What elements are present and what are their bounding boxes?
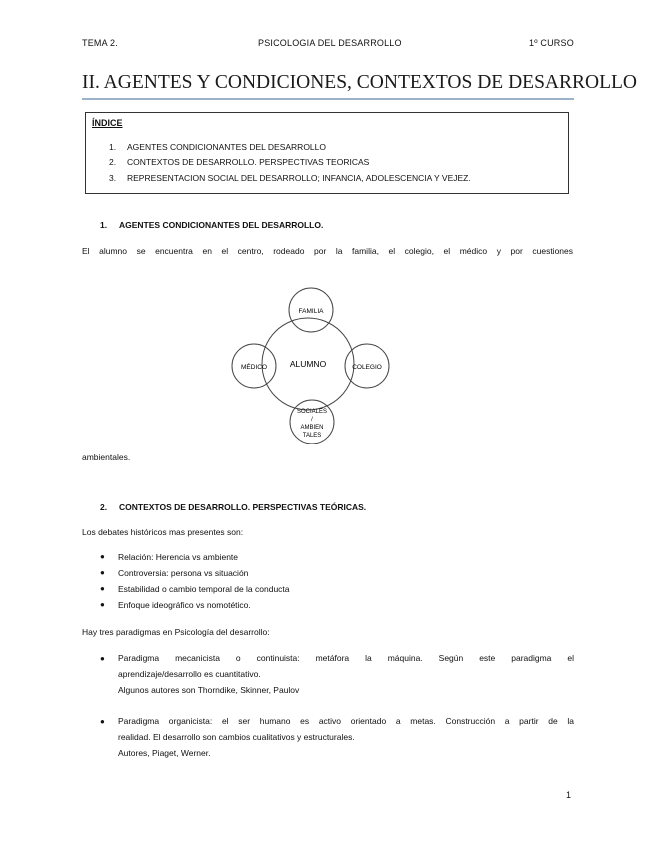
index-item bbox=[109, 142, 326, 152]
list-item bbox=[100, 584, 500, 598]
list-item-text: Controversia: persona vs situación bbox=[118, 568, 249, 578]
bullet-icon: ● bbox=[100, 654, 105, 663]
page-number: 1 bbox=[566, 790, 572, 800]
paradigm-1-line1: Paradigma mecanicista o continuista: metáfora la máquina. Según este paradigma el bbox=[118, 653, 574, 663]
familia-label: FAMILIA bbox=[298, 308, 324, 315]
sociales-label-line3: AMBIEN bbox=[300, 425, 324, 431]
sociales-label-line4: TALES bbox=[302, 433, 322, 439]
index-item-number: 2. bbox=[109, 157, 117, 167]
header-right: 1º CURSO bbox=[529, 38, 574, 48]
section-title: AGENTES CONDICIONANTES DEL DESARROLLO. bbox=[119, 220, 324, 230]
paradigm-1-line3: Algunos autores son Thorndike, Skinner, Paulov bbox=[118, 685, 300, 695]
index-item-text: AGENTES CONDICIONANTES DEL DESARROLLO bbox=[127, 142, 327, 152]
sociales-label-line1: SOCIALES bbox=[296, 409, 328, 415]
header-left: TEMA 2. bbox=[82, 38, 118, 48]
section-1-paragraph-end: ambientales. bbox=[82, 452, 131, 462]
section-title: CONTEXTOS DE DESARROLLO. PERSPECTIVAS TEÓRICAS. bbox=[119, 502, 367, 512]
section-1-paragraph: El alumno se encuentra en el centro, rodeado por la familia, el colegio, el médico y por cuestiones bbox=[82, 246, 573, 256]
section-1-heading bbox=[100, 220, 323, 230]
bullet-icon: ● bbox=[100, 552, 105, 561]
list-item-text: Enfoque ideográfico vs nomotético. bbox=[118, 600, 251, 610]
section-number: 1. bbox=[100, 220, 108, 230]
paradigm-1-line2: aprendizaje/desarrollo es cuantitativo. bbox=[118, 669, 261, 679]
agents-diagram bbox=[225, 284, 395, 444]
index-item bbox=[109, 157, 369, 167]
index-item-text: CONTEXTOS DE DESARROLLO. PERSPECTIVAS TEORICAS bbox=[127, 157, 370, 167]
title-underline bbox=[82, 98, 574, 100]
section-number: 2. bbox=[100, 502, 108, 512]
list-item-text: Estabilidad o cambio temporal de la conducta bbox=[118, 584, 290, 594]
index-item-text: REPRESENTACION SOCIAL DEL DESARROLLO; INFANCIA, ADOLESCENCIA Y VEJEZ. bbox=[127, 173, 471, 183]
index-heading: ÍNDICE bbox=[92, 118, 123, 128]
page-title: II. AGENTES Y CONDICIONES, CONTEXTOS DE DESARROLLO bbox=[82, 72, 638, 93]
paradigm-2-line1: Paradigma organicista: el ser humano es activo orientado a metas. Construcción a partir de la bbox=[118, 716, 574, 726]
list-item bbox=[100, 600, 500, 614]
index-item-number: 3. bbox=[109, 173, 117, 183]
sociales-label-line2: / bbox=[311, 417, 313, 423]
list-item bbox=[100, 568, 500, 582]
bullet-icon: ● bbox=[100, 568, 105, 577]
index-item bbox=[109, 173, 471, 183]
list-item bbox=[100, 552, 500, 566]
bullet-icon: ● bbox=[100, 584, 105, 593]
paradigm-2-line3: Autores, Piaget, Werner. bbox=[118, 748, 211, 758]
list-item-text: Relación: Herencia vs ambiente bbox=[118, 552, 239, 562]
center-label: ALUMNO bbox=[289, 359, 327, 369]
paradigms-intro: Hay tres paradigmas en Psicología del desarrollo: bbox=[82, 627, 270, 637]
debates-intro: Los debates históricos mas presentes son: bbox=[82, 527, 244, 537]
colegio-label: COLEGIO bbox=[352, 364, 382, 371]
paradigm-2-line2: realidad. El desarrollo son cambios cualitativos y estructurales. bbox=[118, 732, 355, 742]
section-2-heading bbox=[100, 502, 366, 512]
index-item-number: 1. bbox=[109, 142, 117, 152]
bullet-icon: ● bbox=[100, 717, 105, 726]
bullet-icon: ● bbox=[100, 600, 105, 609]
medico-label: MÉDICO bbox=[241, 364, 267, 371]
header-center: PSICOLOGIA DEL DESARROLLO bbox=[258, 38, 402, 48]
